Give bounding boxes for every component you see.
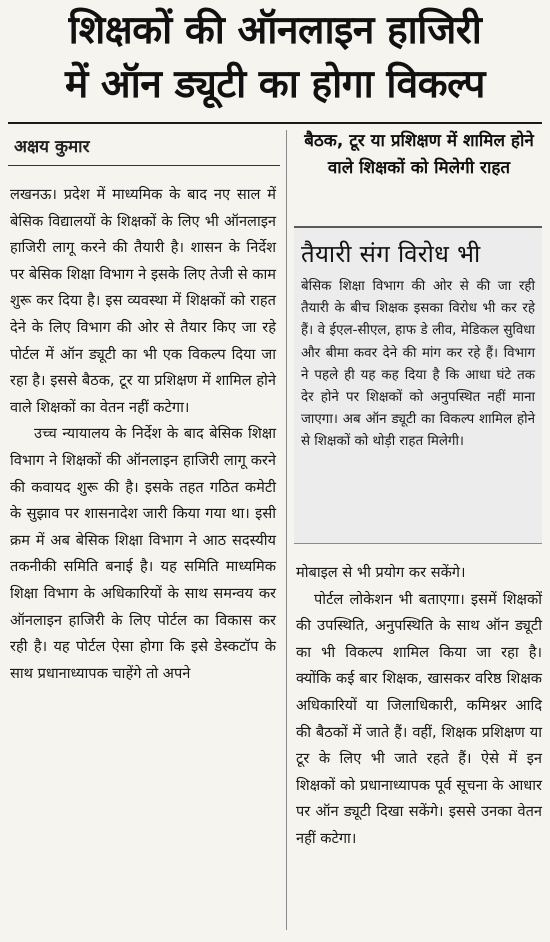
article-body-right xyxy=(296,560,542,853)
article-body-left xyxy=(10,182,276,687)
sidebar-box-text: बेसिक शिक्षा विभाग की ओर से की जा रही तैयारी के बीच शिक्षक इसका विरोध भी कर रहे हैं। वे ईएल-सीएल, हाफ डे लीव, मेडिकल सुविधा और बीमा कवर देने की मांग कर रहे हैं। विभाग ने पहले ही यह कह दिया है कि आधा घंटे तक देर होने पर शिक्षकों को अनुपस्थित नहीं माना जाएगा। अब ऑन ड्यूटी का विकल्प शामिल होने से शिक्षकों को थोड़ी राहत मिलेगी। xyxy=(301,279,535,450)
sidebar-box xyxy=(294,226,542,544)
column-divider xyxy=(286,130,287,930)
paragraph: पोर्टल लोकेशन भी बताएगा। इसमें शिक्षकों की उपस्थिति, अनुपस्थिति के साथ ऑन ड्यूटी का भी विकल्प शामिल किया जा रहा है। क्योंकि कई बार शिक्षक, खासकर वरिष्ठ शिक्षक अधिकारियों या जिलाधिकारी, कमिश्नर आदि की बैठकों में जाते हैं। वहीं, शिक्षक प्रशिक्षण या टूर के लिए भी जाते रहते हैं। ऐसे में इन शिक्षकों को प्रधानाध्यापक पूर्व सूचना के आधार पर ऑन ड्यूटी दिखा सकेंगे। इससे उनका वेतन नहीं कटेगा। xyxy=(296,590,542,847)
headline-line-1: शिक्षकों की ऑनलाइन हाजिरी xyxy=(68,8,482,53)
paragraph: मोबाइल से भी प्रयोग कर सकेंगे। xyxy=(296,564,466,581)
headline-rule xyxy=(8,122,542,124)
headline-line-2: में ऑन ड्यूटी का होगा विकल्प xyxy=(65,62,485,107)
byline: अक्षय कुमार xyxy=(14,137,90,157)
byline-rule xyxy=(8,165,280,166)
deck-subheadline: बैठक, टूर या प्रशिक्षण में शामिल होने वाले शिक्षकों को मिलेगी राहत xyxy=(304,131,534,178)
paragraph: उच्च न्यायालय के निर्देश के बाद बेसिक शिक्षा विभाग ने शिक्षकों की ऑनलाइन हाजिरी लागू करने की कवायद शुरू की है। इसके तहत गठित कमेटी के सुझाव पर शासनादेश जारी किया गया था। इसी क्रम में अब बेसिक शिक्षा विभाग ने आठ सदस्यीय तकनीकी समिति बनाई है। यह समिति माध्यमिक शिक्षा विभाग के अधिकारियों के साथ समन्वय कर ऑनलाइन हाजिरी के लिए पोर्टल का विकास कर रही है। यह पोर्टल ऐसा होगा कि इसे डेस्कटॉप के साथ प्रधानाध्यापक चाहेंगे तो अपने xyxy=(10,425,276,682)
paragraph: लखनऊ। प्रदेश में माध्यमिक के बाद नए साल में बेसिक विद्यालयों के शिक्षकों के लिए भी ऑनलाइन हाजिरी लागू करने की तैयारी है। शासन के निर्देश पर बेसिक शिक्षा विभाग ने इसके लिए तेजी से काम शुरू कर दिया है। इस व्यवस्था में शिक्षकों को राहत देने के लिए विभाग की ओर से तैयार किए जा रहे पोर्टल में ऑन ड्यूटी का भी एक विकल्प दिया जा रहा है। इससे बैठक, टूर या प्रशिक्षण में शामिल होने वाले शिक्षकों का वेतन नहीं कटेगा। xyxy=(10,186,276,416)
sidebar-box-title: तैयारी संग विरोध भी xyxy=(301,240,481,268)
headline xyxy=(8,4,542,112)
